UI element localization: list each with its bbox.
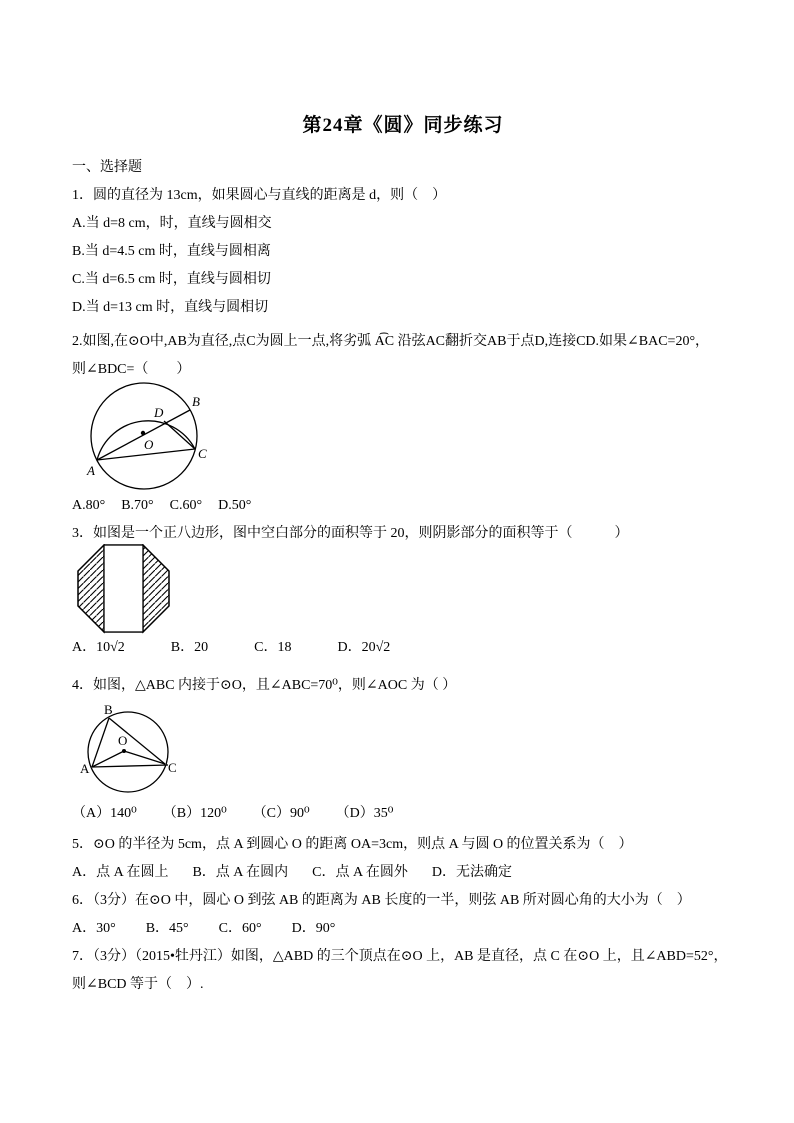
q3-text: 3．如图是一个正八边形，图中空白部分的面积等于 20，则阴影部分的面积等于（ ） <box>72 526 629 541</box>
q1-option-a: A.当 d=8 cm，时，直线与圆相交 <box>72 216 272 231</box>
label-o: O <box>118 733 128 748</box>
q6-text: 6．（3分）在⊙O 中，圆心 O 到弦 AB 的距离为 AB 长度的一半，则弦 AB 所对圆心角的大小为（ ） <box>72 893 691 908</box>
side-ac <box>92 765 168 767</box>
q2-option-c: C.60° <box>169 498 203 513</box>
q4-option-b: （B）120⁰ <box>162 806 227 821</box>
radius-oc <box>124 751 165 764</box>
label-b: B <box>192 394 200 409</box>
q7-text-line1: 7．（3分）（2015•牡丹江）如图，△ABD 的三个顶点在⊙O 上，AB 是直径，点 C 在⊙O 上，且∠ABD=52°， <box>72 949 728 964</box>
q6-option-d: D．90° <box>291 921 336 936</box>
q2-option-d: D.50° <box>218 498 252 513</box>
q1-option-c: C.当 d=6.5 cm 时，直线与圆相切 <box>72 272 271 287</box>
label-a: A <box>80 761 90 776</box>
q5-option-b: B．点 A 在圆内 <box>192 865 289 880</box>
q5-option-c: C．点 A 在圆外 <box>312 865 408 880</box>
q3-option-d: D．20√2 <box>337 640 391 655</box>
label-d: D <box>154 405 164 420</box>
q4-figure-inscribed-triangle <box>78 702 183 800</box>
q1-option-d: D.当 d=13 cm 时，直线与圆相切 <box>72 300 269 315</box>
center-dot <box>141 431 145 435</box>
q3-options-row <box>72 634 734 662</box>
q2-option-a: A.80° <box>72 498 106 513</box>
q2-text-line1: 2.如图,在⊙O中,AB为直径,点C为圆上一点,将劣弧 A͡C 沿弦AC翻折交AB于点D,连接CD.如果∠BAC=20°， <box>72 334 710 349</box>
q3-option-b: B．20 <box>170 640 209 655</box>
label-c: C <box>168 760 177 775</box>
q1-option-b: B.当 d=4.5 cm 时，直线与圆相离 <box>72 244 271 259</box>
label-b: B <box>104 702 113 717</box>
q2-figure-circle-fold <box>78 378 213 492</box>
q6-options-row <box>72 915 734 943</box>
page-title: 第24章《圆》同步练习 <box>302 115 504 136</box>
q6-option-a: A．30° <box>72 921 116 936</box>
q2-options-row <box>72 492 734 520</box>
q4-option-c: （C）90⁰ <box>252 806 310 821</box>
q6-option-b: B．45° <box>145 921 189 936</box>
q4-option-d: （D）35⁰ <box>335 806 394 821</box>
q7-text-line2: 则∠BCD 等于（ ）. <box>72 977 204 992</box>
label-o: O <box>144 437 154 452</box>
q2-option-b: B.70° <box>121 498 154 513</box>
q4-options-row <box>72 800 734 828</box>
q5-options-row <box>72 859 734 887</box>
q3-option-c: C．18 <box>254 640 292 655</box>
q3-figure-octagon <box>77 544 171 634</box>
q6-option-c: C．60° <box>218 921 262 936</box>
q4-text: 4．如图，△ABC 内接于⊙O，且∠ABC=70⁰，则∠AOC 为（ ） <box>72 678 457 693</box>
label-c: C <box>198 446 207 461</box>
q5-option-d: D．无法确定 <box>431 865 512 880</box>
section-heading: 一、选择题 <box>72 160 142 175</box>
label-a: A <box>87 463 95 478</box>
q1-text: 1．圆的直径为 13cm，如果圆心与直线的距离是 d，则（ ） <box>72 188 447 203</box>
q5-text: 5．⊙O 的半径为 5cm，点 A 到圆心 O 的距离 OA=3cm，则点 A 与圆 O 的位置关系为（ ） <box>72 837 633 852</box>
q5-option-a: A．点 A 在圆上 <box>72 865 169 880</box>
blank-rectangle <box>104 545 143 632</box>
center-dot <box>122 749 126 753</box>
q3-option-a: A．10√2 <box>72 640 125 655</box>
q2-text-line2: 则∠BDC=（ ） <box>72 362 191 377</box>
q4-option-a: （A）140⁰ <box>72 806 137 821</box>
